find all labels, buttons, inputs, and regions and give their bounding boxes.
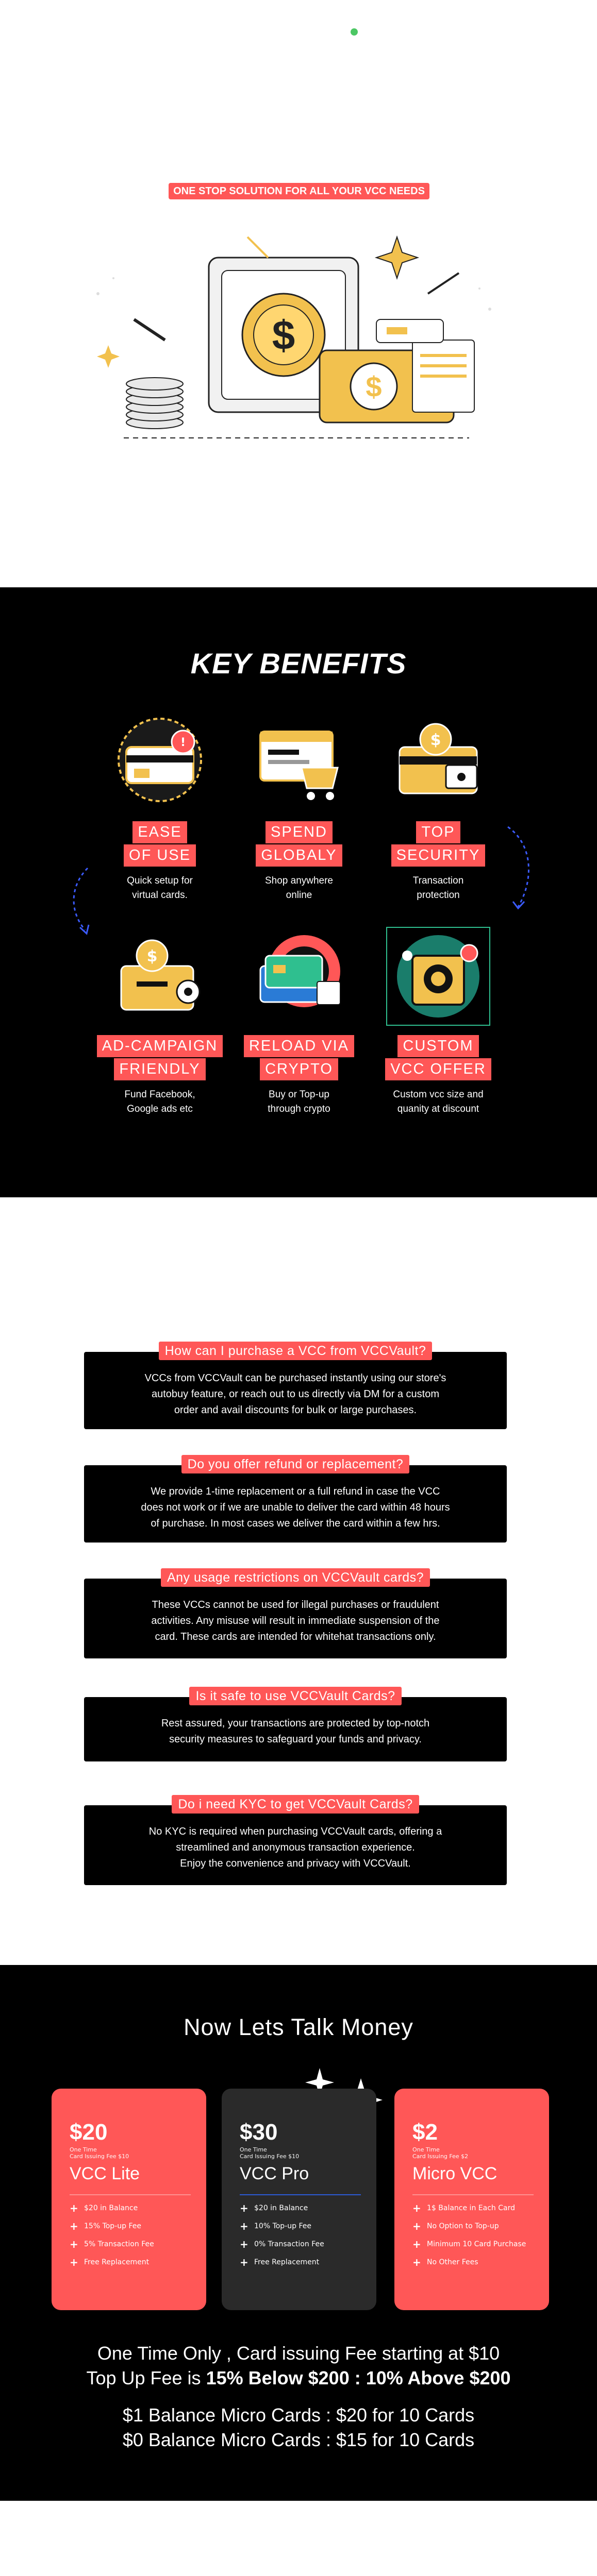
svg-text:$: $ bbox=[146, 947, 158, 965]
vault-icon bbox=[384, 925, 492, 1028]
faq-question[interactable]: Any usage restrictions on VCCVault cards? bbox=[161, 1568, 430, 1587]
faq-answer: VCCs from VCCVault can be purchased instantly using our store's bbox=[144, 1372, 446, 1384]
plan-feature: + Free Replacement bbox=[70, 2256, 150, 2268]
benefit-top-security bbox=[382, 711, 495, 903]
faq-answer-line: security measures to safeguard your funds and privacy. bbox=[169, 1734, 422, 1745]
benefit-reload-via-crypto bbox=[240, 925, 358, 1116]
pricing-section bbox=[0, 1965, 597, 2501]
plus-icon: + bbox=[70, 2238, 78, 2250]
hero-tagline: ONE STOP SOLUTION FOR ALL YOUR VCC NEEDS bbox=[169, 183, 429, 199]
pricing-note-issuing-fee: One Time Only , Card issuing Fee starting at $10 bbox=[97, 2343, 500, 2364]
benefit-desc: Shop anywhere bbox=[264, 875, 334, 886]
faq-question[interactable]: How can I purchase a VCC from VCCVault? bbox=[159, 1342, 433, 1360]
plus-icon: + bbox=[240, 2238, 248, 2250]
plus-icon: + bbox=[70, 2256, 78, 2268]
plus-icon: + bbox=[70, 2202, 78, 2214]
plus-icon: + bbox=[240, 2220, 248, 2232]
faq-answer: Rest assured, your transactions are protected by top-notch bbox=[161, 1718, 430, 1729]
plan-card-micro-vcc[interactable] bbox=[394, 2089, 549, 2310]
status-dot bbox=[351, 28, 358, 36]
crypto-card-icon bbox=[245, 925, 353, 1028]
plan-feature: + $20 in Balance bbox=[240, 2202, 308, 2214]
benefit-label: AD-CAMPAIGN bbox=[97, 1035, 223, 1057]
svg-text:!: ! bbox=[180, 736, 186, 749]
plan-name: VCC Pro bbox=[240, 2164, 309, 2183]
faq-item-restrictions bbox=[84, 1570, 507, 1658]
benefit-label: SPEND bbox=[266, 821, 333, 843]
benefit-desc: Buy or Top-up bbox=[269, 1089, 329, 1100]
wallet-icon bbox=[106, 925, 214, 1028]
pricing-note-micro-0: $0 Balance Micro Cards : $15 for 10 Cards bbox=[122, 2429, 475, 2450]
benefit-spend-globaly bbox=[242, 711, 356, 903]
plan-price: $2 bbox=[412, 2120, 438, 2145]
svg-text:$: $ bbox=[272, 312, 295, 358]
plan-feature: + $20 in Balance bbox=[70, 2202, 138, 2214]
plan-fee-label: One Time bbox=[240, 2146, 267, 2153]
faq-answer: No KYC is required when purchasing VCCVault cards, offering a bbox=[148, 1826, 442, 1837]
plan-fee-label: One Time bbox=[70, 2146, 97, 2153]
benefit-desc-2: quanity at discount bbox=[397, 1104, 479, 1114]
vault-money-illustration bbox=[77, 216, 516, 459]
plus-icon: + bbox=[70, 2220, 78, 2232]
benefit-custom-vcc-offer bbox=[371, 925, 505, 1116]
faq-answer-line: Enjoy the convenience and privacy with VCCVault. bbox=[180, 1858, 411, 1869]
faq-question[interactable]: Do you offer refund or replacement? bbox=[181, 1455, 410, 1473]
faq-answer: These VCCs cannot be used for illegal purchases or fraudulent bbox=[152, 1599, 439, 1611]
faq-section bbox=[0, 1197, 597, 1965]
benefit-desc: Custom vcc size and bbox=[393, 1089, 484, 1100]
shopping-cart-icon bbox=[245, 711, 353, 814]
faq-answer-line: activities. Any misuse will result in immediate suspension of the bbox=[151, 1615, 440, 1626]
svg-text:$: $ bbox=[430, 731, 441, 749]
credit-card-icon bbox=[106, 711, 214, 814]
faq-answer: We provide 1-time replacement or a full refund in case the VCC bbox=[151, 1486, 440, 1497]
key-benefits-title: KEY BENEFITS bbox=[190, 647, 407, 680]
benefit-label-2: OF USE bbox=[124, 844, 196, 867]
benefit-desc-2: virtual cards. bbox=[132, 890, 188, 901]
benefit-label: TOP bbox=[416, 821, 460, 843]
plan-fee-label: One Time bbox=[412, 2146, 440, 2153]
plan-card-vcc-lite[interactable] bbox=[52, 2089, 206, 2310]
faq-item-kyc bbox=[84, 1797, 507, 1885]
pricing-note-topup-fee: Top Up Fee is 15% Below $200 : 10% Above $200 bbox=[86, 2367, 511, 2388]
faq-item-purchase bbox=[84, 1344, 507, 1429]
hero-section bbox=[0, 0, 597, 587]
benefit-desc-2: through crypto bbox=[268, 1104, 330, 1114]
faq-item-refund bbox=[84, 1457, 507, 1543]
benefit-label: CUSTOM bbox=[397, 1035, 478, 1057]
plus-icon: + bbox=[412, 2256, 421, 2268]
faq-item-safety bbox=[84, 1689, 507, 1761]
dashed-arrow-right-icon bbox=[503, 824, 539, 912]
plan-feature: + 15% Top-up Fee bbox=[70, 2220, 141, 2232]
faq-question[interactable]: Is it safe to use VCCVault Cards? bbox=[189, 1687, 401, 1705]
plan-name: VCC Lite bbox=[70, 2164, 140, 2183]
faq-answer-line: card. These cards are intended for whitehat transactions only. bbox=[155, 1631, 436, 1642]
svg-text:$: $ bbox=[366, 370, 382, 403]
faq-answer-line: autobuy feature, or reach out to us directly via DM for a custom bbox=[151, 1388, 440, 1400]
plan-feature: + No Option to Top-up bbox=[412, 2220, 499, 2232]
plus-icon: + bbox=[412, 2238, 421, 2250]
benefit-ad-campaign-friendly bbox=[93, 925, 227, 1116]
benefit-ease-of-use bbox=[103, 711, 217, 903]
pricing-note-micro-1: $1 Balance Micro Cards : $20 for 10 Cards bbox=[122, 2404, 475, 2426]
faq-answer-line: does not work or if we are unable to deliver the card within 48 hours bbox=[141, 1502, 450, 1513]
benefit-label: EASE bbox=[132, 821, 187, 843]
plan-feature: + 5% Transaction Fee bbox=[70, 2238, 154, 2250]
plan-feature: + 0% Transaction Fee bbox=[240, 2238, 324, 2250]
plus-icon: + bbox=[240, 2202, 248, 2214]
plan-feature: + Free Replacement bbox=[240, 2256, 320, 2268]
benefit-label: RELOAD VIA bbox=[244, 1035, 354, 1057]
plan-fee: Card Issuing Fee $2 bbox=[412, 2153, 469, 2160]
plan-fee: Card Issuing Fee $10 bbox=[240, 2153, 300, 2160]
key-benefits-section bbox=[0, 587, 597, 1197]
benefit-label-2: SECURITY bbox=[391, 844, 486, 867]
faq-answer-line: streamlined and anonymous transaction experience. bbox=[176, 1842, 415, 1853]
plan-feature: + No Other Fees bbox=[412, 2256, 478, 2268]
benefit-desc: Quick setup for bbox=[127, 875, 193, 886]
benefit-desc-2: Google ads etc bbox=[127, 1104, 193, 1114]
benefit-desc: Transaction bbox=[412, 875, 464, 886]
plan-feature: + 10% Top-up Fee bbox=[240, 2220, 311, 2232]
plan-fee: Card Issuing Fee $10 bbox=[70, 2153, 129, 2160]
benefit-label-2: CRYPTO bbox=[260, 1058, 338, 1080]
plan-card-vcc-pro[interactable] bbox=[222, 2089, 376, 2310]
benefit-label-2: VCC OFFER bbox=[385, 1058, 491, 1080]
plus-icon: + bbox=[240, 2256, 248, 2268]
benefit-label-2: GLOBALY bbox=[256, 844, 342, 867]
supported-crypto-section bbox=[0, 2501, 597, 2576]
benefit-desc: Fund Facebook, bbox=[124, 1089, 195, 1100]
security-icon bbox=[384, 711, 492, 814]
plan-feature: + 1$ Balance in Each Card bbox=[412, 2202, 515, 2214]
benefit-desc-2: online bbox=[286, 890, 312, 901]
pricing-title: Now Lets Talk Money bbox=[184, 2014, 413, 2040]
plan-feature: + Minimum 10 Card Purchase bbox=[412, 2238, 526, 2250]
faq-answer-line: order and avail discounts for bulk or large purchases. bbox=[174, 1404, 417, 1416]
plan-name: Micro VCC bbox=[412, 2164, 498, 2183]
faq-question[interactable]: Do i need KYC to get VCCVault Cards? bbox=[172, 1795, 419, 1814]
plan-price: $30 bbox=[240, 2120, 278, 2145]
plan-price: $20 bbox=[70, 2120, 108, 2145]
plus-icon: + bbox=[412, 2220, 421, 2232]
benefit-desc-2: protection bbox=[417, 890, 460, 901]
faq-answer-line: of purchase. In most cases we deliver the card within a few hrs. bbox=[151, 1518, 440, 1529]
plus-icon: + bbox=[412, 2202, 421, 2214]
benefit-label-2: FRIENDLY bbox=[114, 1058, 205, 1080]
